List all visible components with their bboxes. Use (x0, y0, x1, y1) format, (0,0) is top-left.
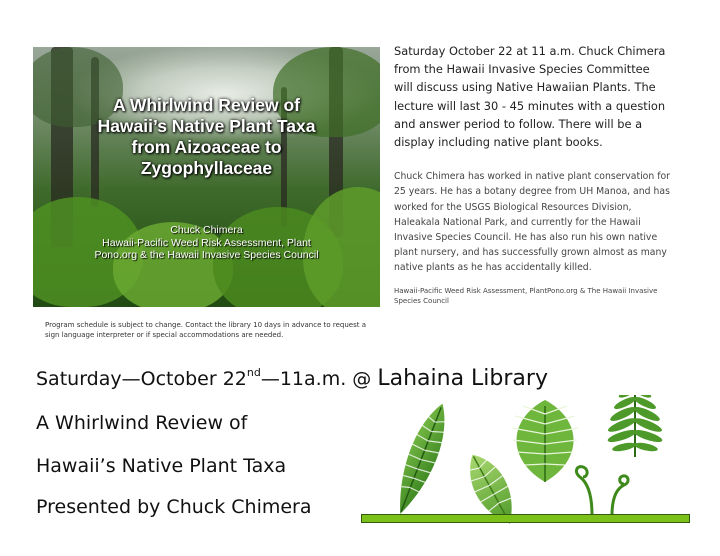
schedule-note: Program schedule is subject to change. Contact the library 10 days in advance to request a sign language interpreter or if special accommodations are needed. (45, 321, 366, 339)
ground-bar (361, 514, 690, 523)
speaker-affiliation: Hawaii-Pacific Weed Risk Assessment, PlantPono.org & The Hawaii Invasive Species Council (394, 286, 658, 306)
fern-icon (385, 397, 458, 520)
library-name: Lahaina Library (377, 366, 548, 391)
talk-title-line1: A Whirlwind Review of (36, 412, 248, 434)
fern-icon (606, 395, 663, 457)
photo-credit: Chuck Chimera Hawaii-Pacific Weed Risk Assessment, Plant Pono.org & the Hawaii Invasive Species Council (94, 224, 319, 261)
event-intro: Saturday October 22 at 11 a.m. Chuck Chimera from the Hawaii Invasive Species Committee will discuss using Native Hawaiian Plants. The lecture will last 30 - 45 minutes with a question and answer period to follow. There will be a display including native plant books. (394, 44, 666, 150)
fern-icon (512, 400, 578, 482)
fern-illustrations (380, 395, 720, 525)
event-date-headline: Saturday—October 22nd—11a.m. @ Lahaina Library (36, 365, 548, 391)
speaker-bio: Chuck Chimera has worked in native plant conservation for 25 years. He has a botany degree from UH Manoa, and has worked for the USGS Biological Resources Division, Haleakala National Park, and currently for the Hawaii Invasive Species Council. He has also run his own native plant nursery, and has successfully grown almost as many native plants as he has accidentally killed. (394, 171, 670, 274)
forest-photo (33, 47, 380, 307)
photo-title: A Whirlwind Review of Hawaii’s Native Plant Taxa from Aizoaceae to Zygophyllaceae (97, 95, 316, 178)
presenter-line: Presented by Chuck Chimera (36, 496, 312, 518)
talk-title-line2: Hawaii’s Native Plant Taxa (36, 455, 287, 477)
fiddlehead-icon (576, 467, 628, 515)
description-column (394, 42, 670, 307)
